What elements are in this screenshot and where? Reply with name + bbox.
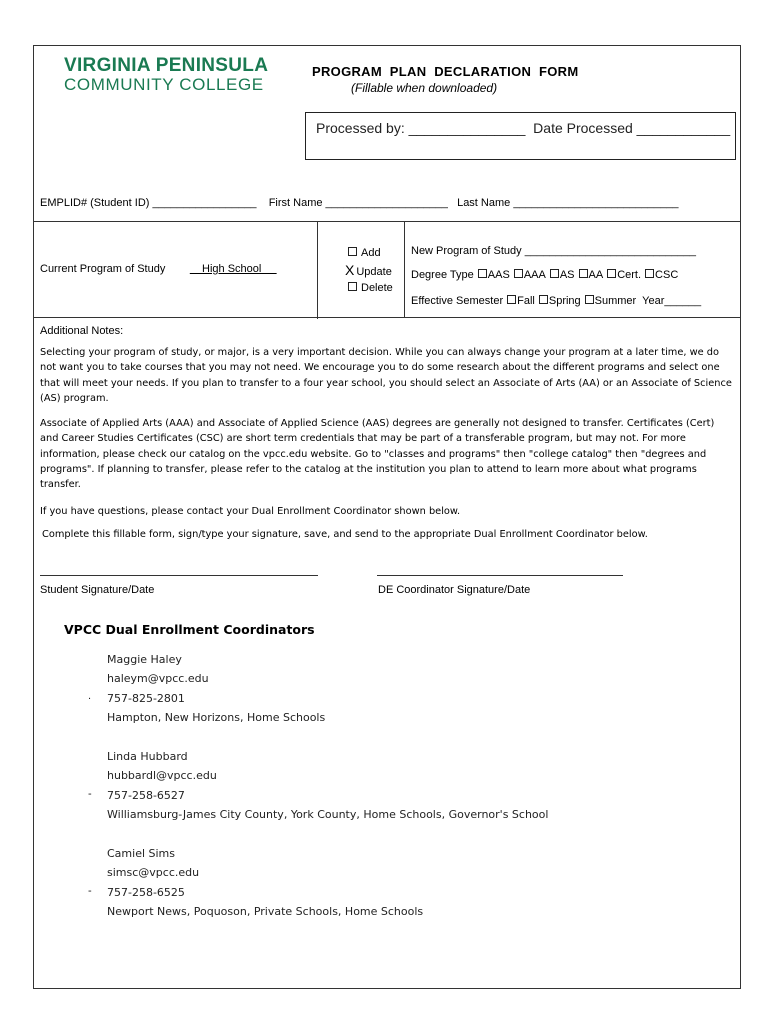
bullet-mark: - <box>88 885 92 897</box>
coordinator-email[interactable]: haleym@vpcc.edu <box>107 672 209 685</box>
degree-as-label: AS <box>559 269 575 281</box>
coordinator-name: Camiel Sims <box>107 847 175 860</box>
additional-notes-label: Additional Notes: <box>40 325 124 337</box>
coordinator-signature-line[interactable] <box>377 575 623 576</box>
semester-fall-checkbox[interactable] <box>507 295 516 304</box>
divider-top <box>33 221 741 222</box>
degree-type-row <box>411 269 678 281</box>
notes-paragraph-4: Complete this fillable form, sign/type your signature, save, and send to the appropriate Dual Enrollment Coordinator below. <box>42 529 648 540</box>
current-program-value[interactable]: High School <box>189 263 277 275</box>
coordinator-email[interactable]: simsc@vpcc.edu <box>107 866 200 879</box>
coordinator-phone: 757-258-6525 <box>107 886 185 899</box>
logo-line-1: VIRGINIA PENINSULA <box>64 55 269 76</box>
degree-aa-label: AA <box>588 269 604 281</box>
coordinator-signature-label: DE Coordinator Signature/Date <box>378 584 531 596</box>
year-field[interactable]: Year______ <box>642 295 702 307</box>
degree-aas-checkbox[interactable] <box>478 269 487 278</box>
college-logo <box>64 56 268 94</box>
divider-col-2 <box>404 221 405 317</box>
degree-csc-label: CSC <box>655 269 679 281</box>
processed-box <box>305 112 736 160</box>
new-program-field[interactable]: New Program of Study ____________________________ <box>411 245 697 257</box>
coordinator-name: Maggie Haley <box>107 653 182 666</box>
notes-paragraph-3: If you have questions, please contact your Dual Enrollment Coordinator shown below. <box>40 506 461 517</box>
divider-bottom <box>33 317 741 318</box>
coordinator-name: Linda Hubbard <box>107 750 188 763</box>
degree-as-checkbox[interactable] <box>550 269 559 278</box>
form-subtitle: (Fillable when downloaded) <box>351 81 498 95</box>
semester-fall-label: Fall <box>517 295 535 307</box>
processed-by-field[interactable]: Processed by: _______________ Date Processed ____________ <box>316 120 731 136</box>
effective-semester-row <box>411 295 701 307</box>
delete-checkbox[interactable] <box>348 282 393 294</box>
student-id-name-row[interactable]: EMPLID# (Student ID) _________________ First Name ____________________ Last Name ___________________________ <box>40 197 679 209</box>
update-check-mark: X <box>345 262 355 278</box>
add-checkbox-box[interactable] <box>348 247 357 256</box>
degree-aaa-checkbox[interactable] <box>514 269 523 278</box>
coordinator-phone: 757-258-6527 <box>107 789 185 802</box>
semester-summer-label: Summer <box>594 295 637 307</box>
notes-paragraph-2: Associate of Applied Arts (AAA) and Associate of Applied Science (AAS) degrees are generally not designed to transfer. Certificates (Cert) and Career Studies Certificates (CSC) are short term credentials that may be part of a transferable program, but may not. For more information, please check our catalog on the vpcc.edu website. Go to "classes and programs" then "college catalog" then "degrees and programs". If planning to transfer, please refer to the catalog at the institution you plan to attend to learn more about what programs transfer. <box>40 418 715 491</box>
update-checkbox[interactable] <box>345 262 392 278</box>
degree-cert-checkbox[interactable] <box>607 269 616 278</box>
degree-aaa-label: AAA <box>523 269 546 281</box>
bullet-mark: - <box>88 788 92 800</box>
semester-spring-label: Spring <box>548 295 581 307</box>
student-signature-line[interactable] <box>40 575 318 576</box>
add-checkbox[interactable] <box>348 247 381 259</box>
current-program <box>40 263 277 275</box>
coordinators-heading: VPCC Dual Enrollment Coordinators <box>64 622 315 637</box>
notes-paragraph-1: Selecting your program of study, or major, is a very important decision. While you can always change your program at a later time, we do not want you to take courses that you may not need. We encourage you to do some research about the different programs and select one that will meet your needs. If you plan to transfer to a four year school, you should select an Associate of Arts (AA) or an Associate of Science (AS) program. <box>40 347 732 404</box>
semester-label: Effective Semester <box>411 295 504 307</box>
form-title: PROGRAM PLAN DECLARATION FORM <box>312 64 579 79</box>
student-signature-label: Student Signature/Date <box>40 584 155 596</box>
logo-line-2: COMMUNITY COLLEGE <box>64 75 264 94</box>
coordinator-areas: Williamsburg-James City County, York County, Home Schools, Governor's School <box>107 808 549 821</box>
update-label: Update <box>356 266 392 278</box>
current-program-label: Current Program of Study <box>40 263 166 275</box>
semester-spring-checkbox[interactable] <box>539 295 548 304</box>
degree-aa-checkbox[interactable] <box>579 269 588 278</box>
semester-summer-checkbox[interactable] <box>585 295 594 304</box>
add-label: Add <box>361 247 381 259</box>
coordinator-email[interactable]: hubbardl@vpcc.edu <box>107 769 217 782</box>
coordinator-areas: Newport News, Poquoson, Private Schools, Home Schools <box>107 905 424 918</box>
divider-col-1 <box>317 221 318 319</box>
degree-cert-label: Cert. <box>617 269 642 281</box>
coordinator-areas: Hampton, New Horizons, Home Schools <box>107 711 326 724</box>
degree-csc-checkbox[interactable] <box>645 269 654 278</box>
bullet-mark: . <box>88 690 92 702</box>
delete-checkbox-box[interactable] <box>348 282 357 291</box>
degree-type-label: Degree Type <box>411 269 474 281</box>
coordinator-phone: 757-825-2801 <box>107 692 185 705</box>
delete-label: Delete <box>361 282 393 294</box>
degree-aas-label: AAS <box>487 269 510 281</box>
